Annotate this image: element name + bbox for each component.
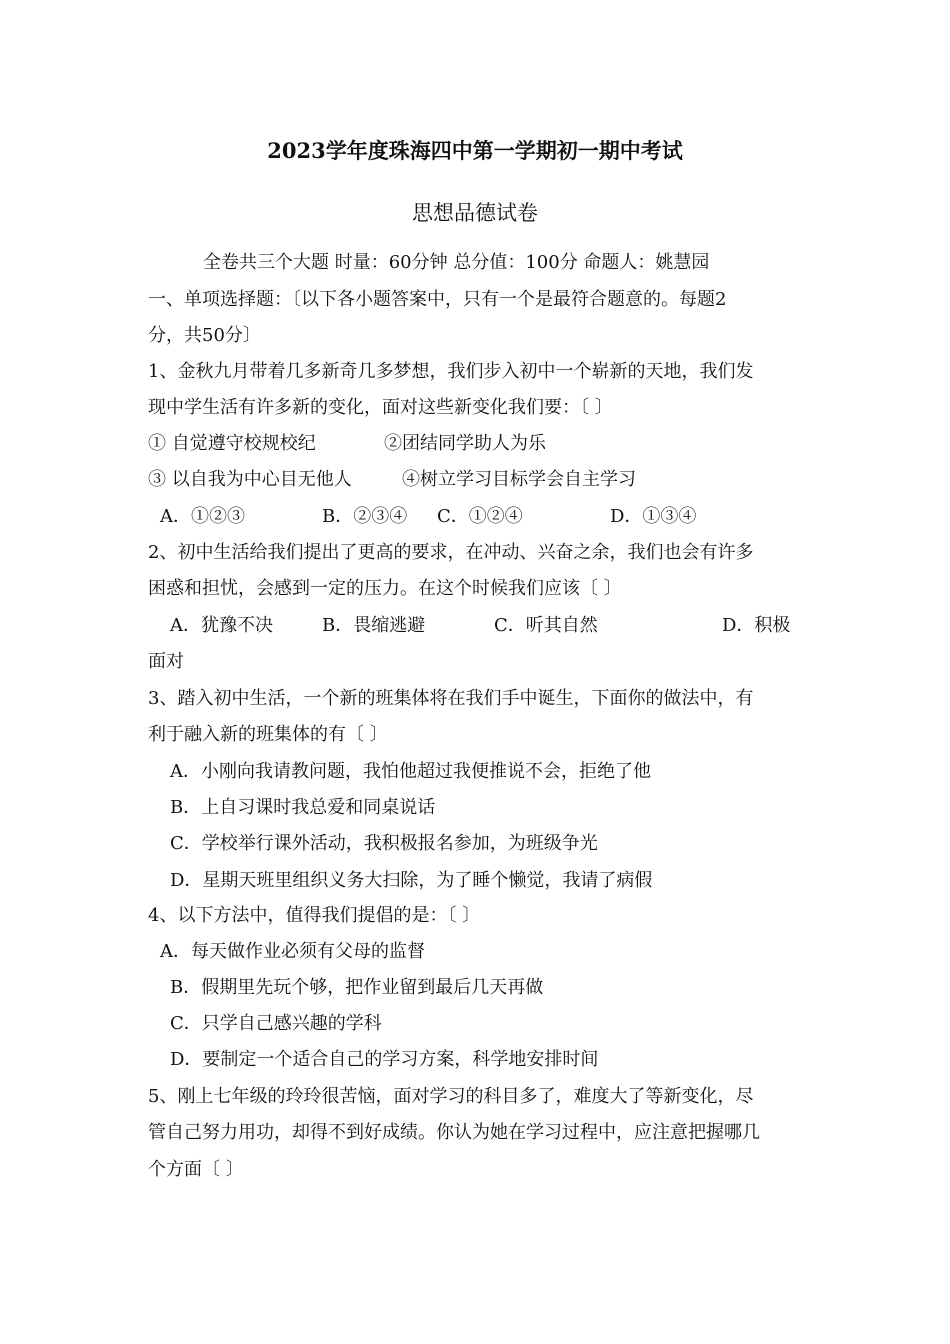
q1-stem-line2: 现中学生活有许多新的变化，面对这些新变化我们要：〔 〕: [148, 397, 613, 418]
q4-option-b: B．假期里先玩个够，把作业留到最后几天再做: [170, 977, 544, 998]
q4-option-c: C．只学自己感兴趣的学科: [170, 1013, 382, 1034]
exam-subtitle: 思想品德试卷: [412, 201, 538, 225]
q2-option-d: D．积极: [722, 615, 791, 636]
q3-option-b: B．上自习课时我总爱和同桌说话: [170, 797, 436, 818]
q2-option-d-wrap: 面对: [148, 651, 184, 672]
q4-option-d: D．要制定一个适合自己的学习方案，科学地安排时间: [170, 1049, 599, 1070]
q3-option-d: D．星期天班里组织义务大扫除，为了睡个懒觉，我请了病假: [170, 870, 653, 891]
q4-stem: 4、以下方法中，值得我们提倡的是：〔 〕: [148, 905, 481, 926]
section1-instructions-line1: 一、单项选择题：〔以下各小题答案中，只有一个是最符合题意的。每题2: [148, 289, 727, 310]
q1-statement-3: ③ 以自我为中心目无他人: [148, 469, 352, 490]
q3-stem-line1: 3、踏入初中生活，一个新的班集体将在我们手中诞生，下面你的做法中，有: [148, 688, 754, 709]
q2-option-b: B．畏缩逃避: [322, 615, 426, 636]
q5-stem-line1: 5、刚上七年级的玲玲很苦恼，面对学习的科目多了，难度大了等新变化，尽: [148, 1086, 754, 1107]
q3-stem-line2: 利于融入新的班集体的有〔 〕: [148, 724, 388, 745]
q5-stem-line2: 管自己努力用功，却得不到好成绩。你认为她在学习过程中，应注意把握哪几: [148, 1122, 760, 1143]
exam-title: 2023学年度珠海四中第一学期初一期中考试: [267, 138, 683, 163]
q3-option-c: C．学校举行课外活动，我积极报名参加，为班级争光: [170, 833, 598, 854]
q2-stem-line1: 2、初中生活给我们提出了更高的要求，在冲动、兴奋之余，我们也会有许多: [148, 542, 754, 563]
q5-stem-line3: 个方面〔 〕: [148, 1159, 244, 1180]
q1-statement-4: ④树立学习目标学会自主学习: [402, 469, 636, 490]
exam-info: 全卷共三个大题 时量：60分钟 总分值：100分 命题人：姚慧园: [203, 252, 710, 273]
q3-option-a: A．小刚向我请教问题，我怕他超过我便推说不会，拒绝了他: [170, 761, 651, 782]
q1-stem-line1: 1、金秋九月带着几多新奇几多梦想，我们步入初中一个崭新的天地，我们发: [148, 361, 754, 382]
q1-option-b: B．②③④: [322, 506, 408, 527]
q1-statement-2: ②团结同学助人为乐: [384, 433, 546, 454]
q4-option-a: A．每天做作业必须有父母的监督: [160, 941, 425, 962]
q1-option-c: C．①②④: [437, 506, 523, 527]
q2-option-c: C．听其自然: [494, 615, 598, 636]
q1-statement-1: ① 自觉遵守校规校纪: [148, 433, 316, 454]
section1-instructions-line2: 分，共50分〕: [148, 325, 261, 346]
q1-option-a: A．①②③: [160, 506, 245, 527]
q2-stem-line2: 困惑和担忧，会感到一定的压力。在这个时候我们应该〔 〕: [148, 578, 622, 599]
q2-option-a: A．犹豫不决: [170, 615, 273, 636]
q1-option-d: D．①③④: [610, 506, 697, 527]
